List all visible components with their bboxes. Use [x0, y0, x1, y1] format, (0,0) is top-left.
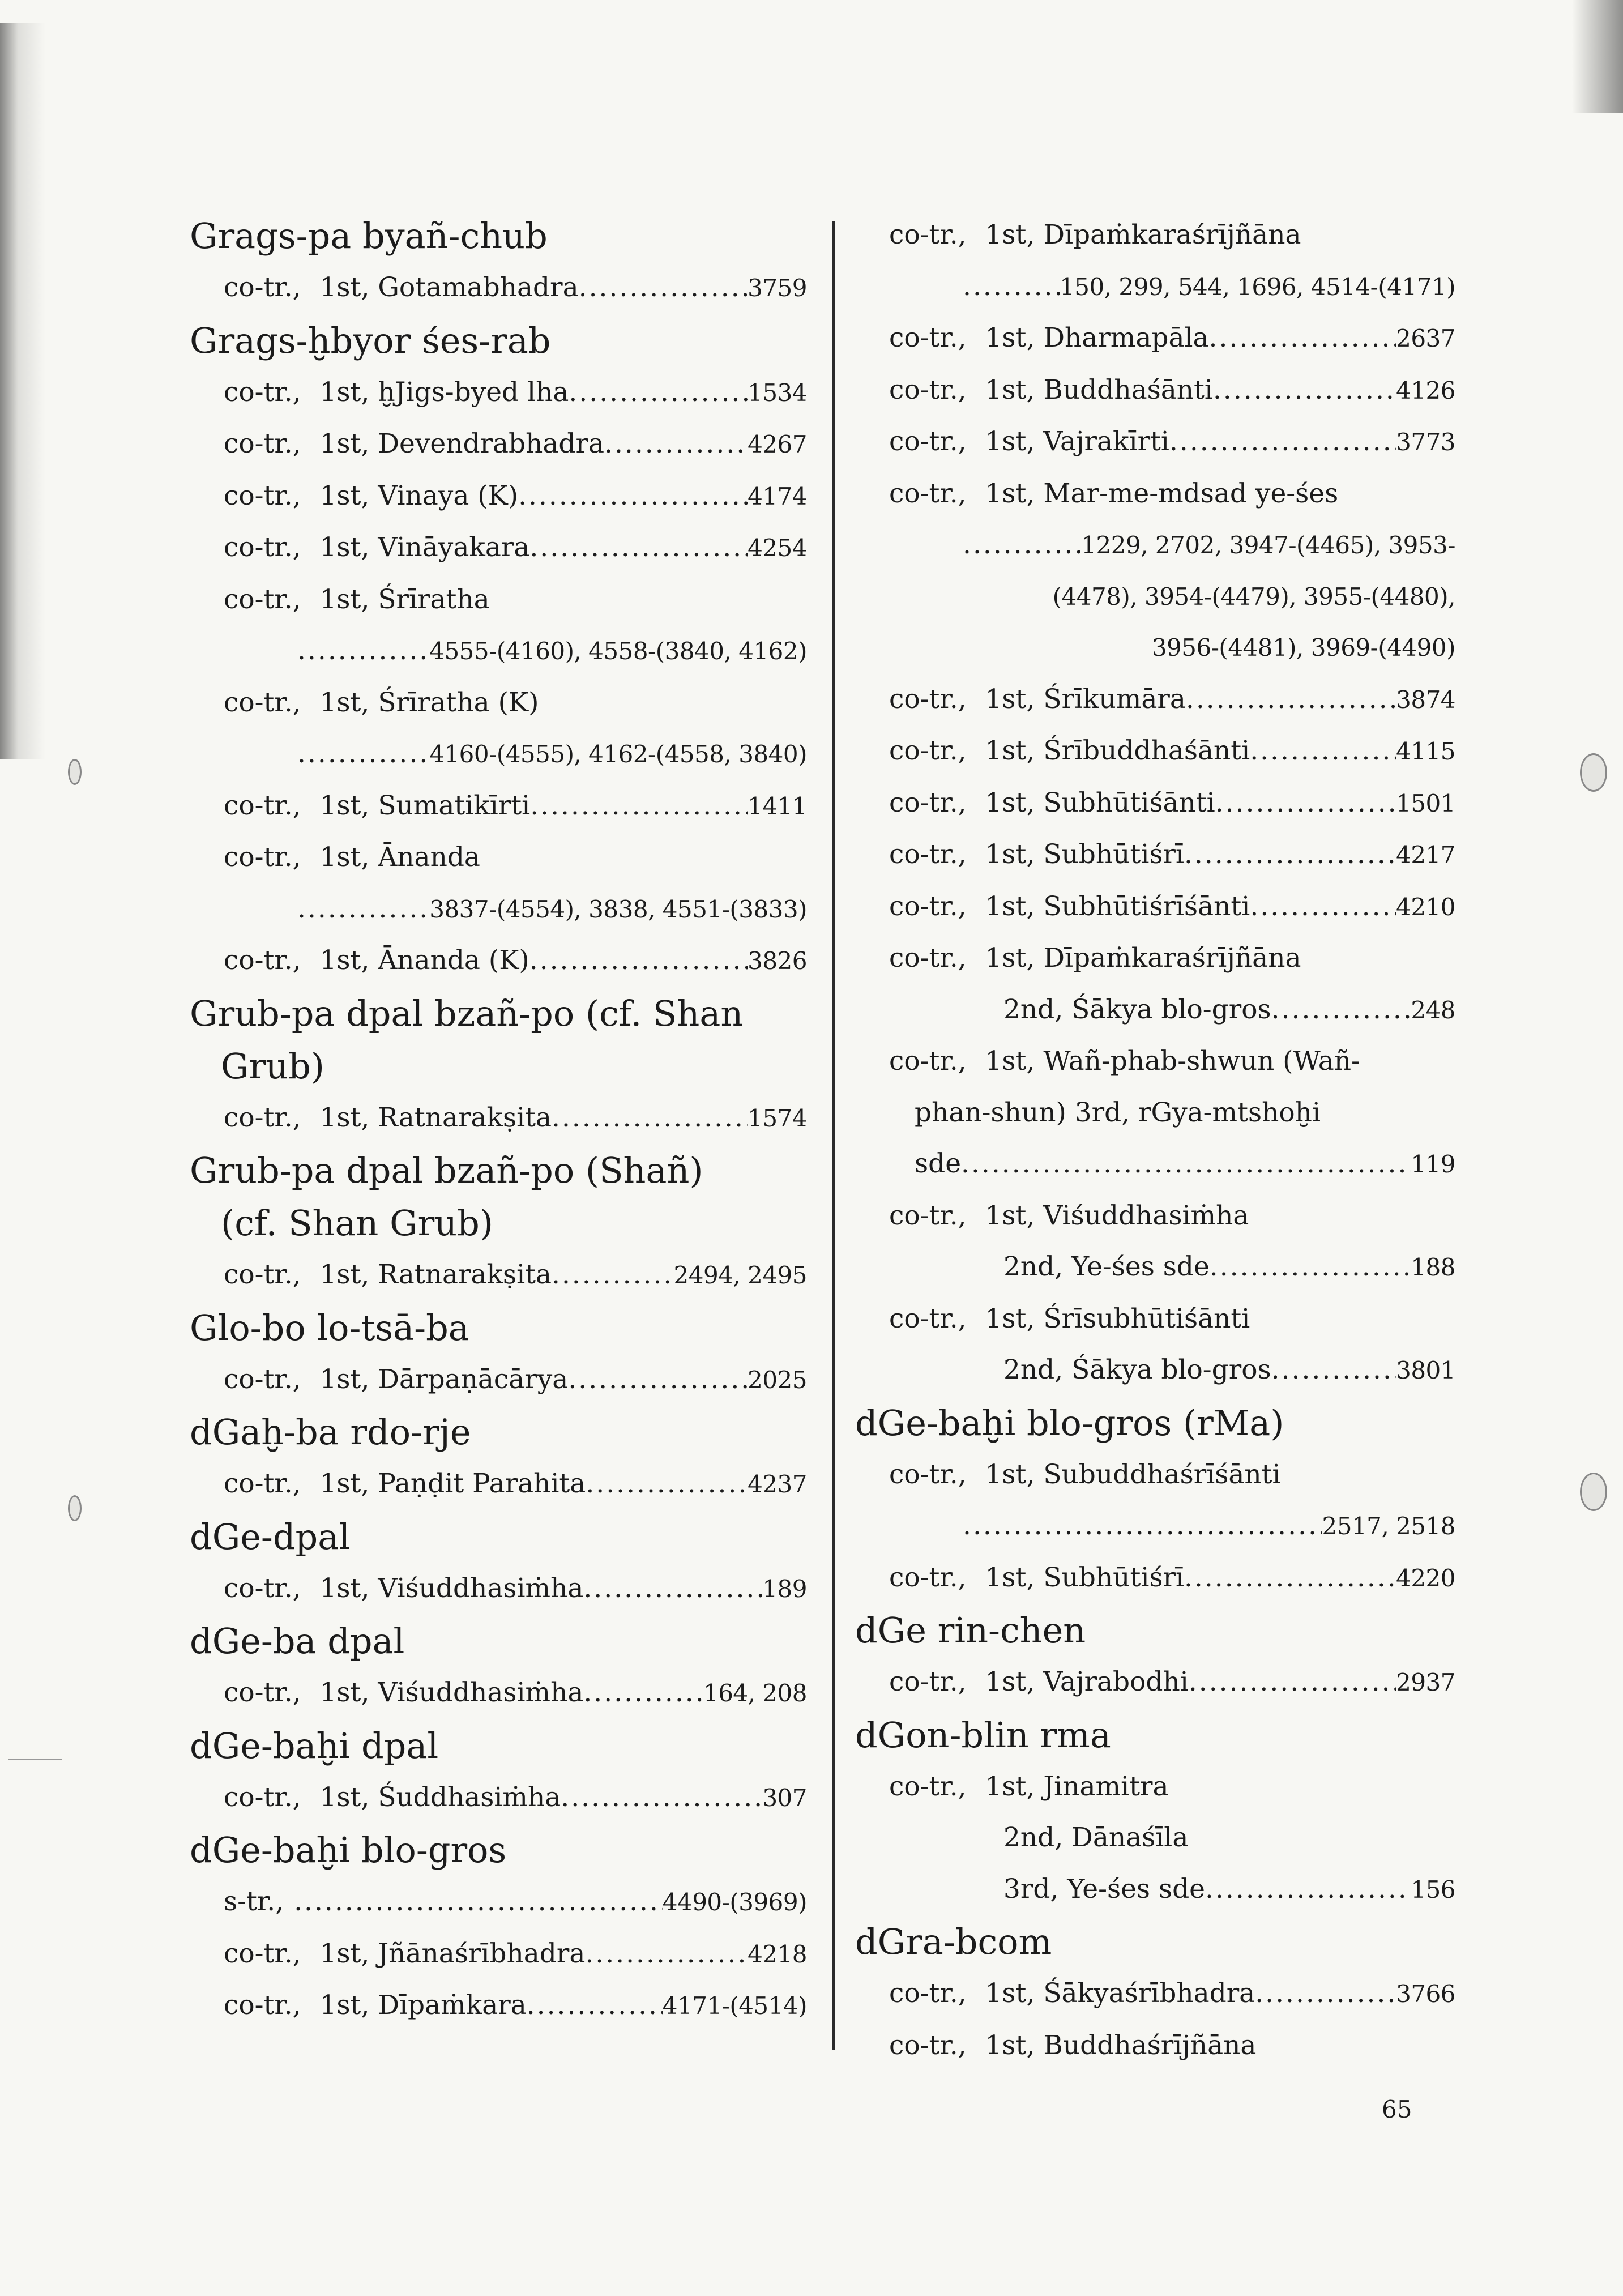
- sanskrit-name: Wañ-phab-shwun (Wañ-: [1043, 1045, 1360, 1077]
- role: co-tr.,: [224, 376, 301, 408]
- ordinal: 1st,: [319, 686, 370, 718]
- ordinal: 1st,: [319, 428, 370, 459]
- sanskrit-name: Dīpaṁkara: [378, 1990, 527, 2021]
- scan-edge-shadow-right: [1572, 0, 1623, 113]
- secondary-translator-row: [855, 1345, 1455, 1397]
- role: co-tr.,: [889, 735, 967, 766]
- index-row: [855, 416, 1455, 468]
- ordinal: 1st,: [319, 583, 370, 615]
- reference-numbers: 2637: [1396, 325, 1455, 352]
- sanskrit-name: Sumatikīrti: [378, 789, 531, 821]
- index-row: [190, 935, 807, 987]
- reference-continuation: [855, 1138, 1455, 1190]
- leader-dots: [1184, 829, 1396, 881]
- ordinal: 1st,: [985, 1303, 1035, 1334]
- role: co-tr.,: [889, 787, 967, 818]
- reference-numbers: 1229, 2702, 3947-(4465), 3953-: [1081, 531, 1455, 559]
- index-row: [855, 674, 1455, 726]
- leader-dots: [963, 261, 1060, 313]
- reference-numbers: 248: [1411, 996, 1455, 1024]
- sanskrit-name: Śrīkumāra: [1043, 683, 1186, 715]
- leader-dots: [297, 625, 429, 677]
- index-heading: dGon-blin rma: [855, 1714, 1111, 1756]
- sanskrit-name: Jñānaśrībhadra: [378, 1937, 586, 1969]
- leader-dots: [604, 419, 748, 470]
- index-heading: dGe-baḫi dpal: [190, 1725, 439, 1766]
- secondary-translator-row: [855, 984, 1455, 1036]
- reference-numbers: 4490-(3969): [662, 1888, 807, 1916]
- reference-numbers: 3759: [748, 274, 807, 302]
- reference-numbers: (4478), 3954-(4479), 3955-(4480),: [1052, 582, 1455, 611]
- sanskrit-name: Ratnarakṣita: [378, 1102, 552, 1133]
- reference-numbers: 307: [762, 1783, 807, 1812]
- ordinal: 1st,: [985, 322, 1035, 353]
- index-row: [855, 1761, 1455, 1813]
- index-row: [190, 419, 807, 471]
- leader-dots: [961, 1138, 1411, 1190]
- sanskrit-name: Śuddhasiṁha: [378, 1781, 561, 1813]
- sanskrit-name: Śrīratha (K): [378, 686, 539, 718]
- sanskrit-name: Vajrabodhi: [1043, 1666, 1189, 1697]
- role: co-tr.,: [889, 1303, 967, 1334]
- role: s-tr.,: [224, 1886, 284, 1917]
- leader-dots: [552, 1249, 673, 1301]
- index-row: [190, 832, 807, 884]
- reference-numbers: 1411: [748, 792, 807, 820]
- reference-numbers: 2494, 2495: [673, 1261, 807, 1289]
- leader-dots: [1255, 1968, 1396, 2020]
- ordinal: 1st,: [319, 842, 370, 873]
- index-row: [855, 1190, 1455, 1242]
- heading-line: Grub-pa dpal bzañ-po (Shañ): [190, 1150, 703, 1191]
- sanskrit-name: Śākyaśrībhadra: [1043, 1978, 1255, 2009]
- reference-numbers: 4171-(4514): [662, 1992, 807, 2020]
- sanskrit-name: Jinamitra: [1043, 1770, 1169, 1802]
- reference-numbers: 4267: [748, 430, 807, 458]
- sanskrit-name: Vināyakara: [378, 532, 530, 563]
- ordinal: 1st,: [319, 945, 370, 976]
- name-continuation: phan-shun) 3rd, rGya-mtshoḫi: [915, 1096, 1321, 1128]
- leader-dots: [963, 1500, 1322, 1552]
- binding-hole-left-lower: [68, 1495, 82, 1521]
- sanskrit-name: ḫJigs-byed lha: [378, 376, 569, 408]
- right-column: [855, 210, 1455, 2071]
- ordinal: 1st,: [319, 480, 370, 511]
- index-row: [855, 933, 1455, 984]
- reference-numbers: 3837-(4554), 3838, 4551-(3833): [429, 895, 807, 923]
- heading-line: Grub-pa dpal bzañ-po (cf. Shan: [190, 992, 744, 1034]
- reference-numbers: 3956-(4481), 3969-(4490): [1151, 634, 1455, 662]
- binding-hole-right-lower: [1580, 1473, 1607, 1511]
- secondary-translator-row: [855, 1241, 1455, 1294]
- leader-dots: [1215, 778, 1396, 829]
- index-row: [190, 1563, 807, 1615]
- leader-dots: [585, 1928, 748, 1980]
- sanskrit-name: Dharmapāla: [1043, 322, 1209, 353]
- ordinal: 1st,: [985, 683, 1035, 715]
- column-divider: [832, 221, 835, 2050]
- reference-numbers: 119: [1411, 1150, 1455, 1178]
- sanskrit-name: Ānanda (K): [378, 945, 529, 976]
- reference-numbers: 3766: [1396, 1980, 1455, 2008]
- role: co-tr.,: [889, 1770, 967, 1802]
- reference-numbers: 4160-(4555), 4162-(4558, 3840): [429, 740, 807, 768]
- reference-numbers: 2517, 2518: [1322, 1512, 1455, 1540]
- sanskrit-name: Dārpaṇācārya: [378, 1363, 569, 1395]
- binding-hole-right-upper: [1580, 753, 1607, 792]
- role: co-tr.,: [224, 789, 301, 821]
- leader-dots: [1184, 1552, 1396, 1604]
- reference-numbers: 4254: [748, 534, 807, 562]
- role: co-tr.,: [224, 272, 301, 303]
- reference-continuation: [855, 519, 1455, 571]
- leader-dots: [1210, 1241, 1411, 1293]
- ordinal: 1st,: [985, 1770, 1035, 1802]
- role: co-tr.,: [889, 683, 967, 715]
- sanskrit-name: Paṇḍit Parahita: [378, 1468, 586, 1499]
- reference-numbers: 4218: [748, 1940, 807, 1968]
- index-row: [190, 1980, 807, 2032]
- role: co-tr.,: [224, 1937, 301, 1969]
- leader-dots: [568, 1354, 748, 1406]
- sanskrit-name: Devendrabhadra: [378, 428, 605, 459]
- index-row: [855, 1552, 1455, 1604]
- binding-hole-left-upper: [68, 759, 82, 785]
- name-continuation: sde: [915, 1148, 962, 1179]
- index-row: [190, 780, 807, 833]
- leader-dots: [530, 780, 748, 832]
- reference-numbers: 4126: [1396, 376, 1455, 404]
- role: co-tr.,: [889, 2029, 967, 2061]
- reference-numbers: 1574: [748, 1104, 807, 1132]
- leader-dots: [297, 728, 429, 780]
- reference-numbers: 2937: [1396, 1668, 1455, 1696]
- role: co-tr.,: [224, 428, 301, 459]
- leader-dots: [294, 1876, 663, 1928]
- page-number: 65: [1382, 2096, 1412, 2123]
- reference-continuation: [855, 622, 1455, 674]
- index-row: [855, 313, 1455, 365]
- reference-numbers: 3826: [748, 947, 807, 975]
- index-row: [190, 1667, 807, 1719]
- role: co-tr.,: [224, 583, 301, 615]
- ordinal: 1st,: [985, 219, 1035, 250]
- reference-continuation: [855, 261, 1455, 313]
- heading-line-continuation: Grub): [221, 1045, 324, 1087]
- ordinal: 1st,: [985, 1200, 1035, 1231]
- ordinal: 1st,: [319, 376, 370, 408]
- leader-dots: [583, 1667, 703, 1719]
- role: co-tr.,: [224, 1363, 301, 1395]
- sanskrit-name: Subhūtiśānti: [1043, 787, 1215, 818]
- leader-dots: [1186, 674, 1396, 725]
- leader-dots: [1271, 1345, 1396, 1396]
- ordinal: 1st,: [985, 1045, 1035, 1077]
- sanskrit-name: Vajrakīrti: [1043, 426, 1169, 457]
- reference-numbers: 4220: [1396, 1564, 1455, 1592]
- role: co-tr.,: [224, 686, 301, 718]
- secondary-translator-row: [855, 1864, 1455, 1916]
- ordinal: 1st,: [319, 1937, 370, 1969]
- ordinal: 1st,: [985, 787, 1035, 818]
- index-row: [190, 1354, 807, 1406]
- ordinal: 1st,: [985, 890, 1035, 922]
- ordinal: 1st,: [319, 789, 370, 821]
- role: co-tr.,: [889, 1978, 967, 2009]
- reference-continuation: [855, 1500, 1455, 1552]
- secondary-translator: 2nd, Ye-śes sde: [1003, 1251, 1210, 1282]
- ordinal: 1st,: [985, 477, 1035, 509]
- leader-dots: [529, 522, 748, 574]
- index-heading: dGe-ba dpal: [190, 1620, 405, 1662]
- index-row: [855, 1657, 1455, 1709]
- leader-dots: [552, 1092, 748, 1144]
- ordinal: 1st,: [319, 1259, 370, 1290]
- leader-dots: [518, 471, 748, 522]
- index-row: [190, 1928, 807, 1981]
- index-row: [190, 1249, 807, 1301]
- role: co-tr.,: [224, 945, 301, 976]
- index-row: [855, 881, 1455, 933]
- index-row: [855, 468, 1455, 520]
- secondary-translator: 2nd, Śākya blo-gros: [1003, 993, 1271, 1025]
- sanskrit-name: Viśuddhasiṁha: [1043, 1200, 1249, 1231]
- reference-continuation: [190, 884, 807, 936]
- reference-numbers: 4217: [1396, 841, 1455, 869]
- ordinal: 1st,: [319, 1572, 370, 1604]
- index-row: [855, 1036, 1455, 1087]
- role: co-tr.,: [889, 890, 967, 922]
- leader-dots: [963, 519, 1081, 571]
- ordinal: 1st,: [985, 1561, 1035, 1593]
- reference-numbers: 3874: [1396, 685, 1455, 714]
- ordinal: 1st,: [985, 839, 1035, 870]
- index-heading: dGe rin-chen: [855, 1610, 1086, 1651]
- ordinal: 1st,: [985, 2029, 1035, 2061]
- ordinal: 1st,: [319, 1468, 370, 1499]
- role: co-tr.,: [889, 477, 967, 509]
- reference-numbers: 4210: [1396, 893, 1455, 921]
- ordinal: 1st,: [319, 1102, 370, 1133]
- leader-dots: [297, 884, 429, 935]
- heading-line-continuation: (cf. Shan Grub): [221, 1202, 494, 1244]
- sanskrit-name: Viśuddhasiṁha: [378, 1572, 584, 1604]
- ordinal: 1st,: [985, 374, 1035, 406]
- index-row: [190, 1092, 807, 1145]
- leader-dots: [1250, 725, 1396, 777]
- role: co-tr.,: [889, 839, 967, 870]
- reference-numbers: 3801: [1396, 1356, 1455, 1384]
- index-row: [190, 1772, 807, 1824]
- reference-numbers: 1501: [1396, 789, 1455, 817]
- reference-numbers: 4555-(4160), 4558-(3840, 4162): [429, 637, 807, 665]
- reference-numbers: 188: [1411, 1253, 1455, 1281]
- leader-dots: [561, 1772, 762, 1824]
- index-row: [190, 1876, 807, 1928]
- reference-numbers: 4115: [1396, 737, 1455, 765]
- ordinal: 1st,: [985, 942, 1035, 974]
- leader-dots: [1213, 365, 1396, 416]
- index-row: [190, 1458, 807, 1510]
- leader-dots: [579, 262, 748, 314]
- ordinal: 1st,: [985, 1666, 1035, 1697]
- leader-dots: [1189, 1657, 1396, 1708]
- index-row: [855, 210, 1455, 261]
- sanskrit-name: Viśuddhasiṁha: [378, 1677, 584, 1708]
- role: co-tr.,: [889, 219, 967, 250]
- role: co-tr.,: [889, 374, 967, 406]
- secondary-translator: 2nd, Śākya blo-gros: [1003, 1354, 1271, 1385]
- secondary-translator: 3rd, Ye-śes sde: [1003, 1873, 1205, 1905]
- sanskrit-name: Ratnarakṣita: [378, 1259, 552, 1290]
- index-heading: [190, 987, 807, 1092]
- index-row: [190, 677, 807, 729]
- reference-numbers: 4174: [748, 482, 807, 510]
- ordinal: 1st,: [985, 1978, 1035, 2009]
- index-heading: [190, 1144, 807, 1249]
- role: co-tr.,: [224, 532, 301, 563]
- reference-numbers: 1534: [748, 378, 807, 407]
- index-row: [190, 574, 807, 626]
- index-row: [190, 522, 807, 574]
- secondary-translator: 2nd, Dānaśīla: [1003, 1822, 1189, 1853]
- leader-dots: [586, 1458, 748, 1510]
- leader-dots: [1169, 416, 1396, 468]
- sanskrit-name: Subhūtiśrīśānti: [1043, 890, 1250, 922]
- sanskrit-name: Subuddhaśrīśānti: [1043, 1458, 1281, 1490]
- index-row: [855, 725, 1455, 778]
- ordinal: 1st,: [985, 735, 1035, 766]
- role: co-tr.,: [224, 842, 301, 873]
- index-heading: Grags-ḫbyor śes-rab: [190, 319, 551, 361]
- margin-dash: [8, 1759, 62, 1760]
- role: co-tr.,: [224, 1990, 301, 2021]
- left-column: [190, 210, 807, 2032]
- index-row: [855, 829, 1455, 881]
- sanskrit-name: Dīpaṁkaraśrījñāna: [1043, 942, 1301, 974]
- sanskrit-name: Buddhaśrījñāna: [1043, 2029, 1257, 2061]
- index-row: [855, 365, 1455, 417]
- role: co-tr.,: [889, 426, 967, 457]
- reference-numbers: 189: [762, 1574, 807, 1603]
- sanskrit-name: Vinaya (K): [378, 480, 519, 511]
- leader-dots: [529, 935, 748, 987]
- index-row: [190, 471, 807, 523]
- sanskrit-name: Buddhaśānti: [1043, 374, 1213, 406]
- reference-numbers: 4237: [748, 1470, 807, 1498]
- role: co-tr.,: [224, 480, 301, 511]
- leader-dots: [1250, 881, 1396, 933]
- role: co-tr.,: [889, 1561, 967, 1593]
- role: co-tr.,: [224, 1468, 301, 1499]
- sanskrit-name: Mar-me-mdsad ye-śes: [1043, 477, 1339, 509]
- role: co-tr.,: [224, 1259, 301, 1290]
- index-heading: Grags-pa byañ-chub: [190, 215, 548, 257]
- index-row: [855, 1294, 1455, 1345]
- index-row: [855, 1968, 1455, 2020]
- reference-numbers: 3773: [1396, 428, 1455, 456]
- reference-continuation: [190, 625, 807, 677]
- reference-continuation: [190, 728, 807, 780]
- index-heading: dGe-dpal: [190, 1516, 351, 1557]
- index-heading: dGe-baḫi blo-gros: [190, 1829, 507, 1871]
- index-row: [855, 2020, 1455, 2072]
- ordinal: 1st,: [319, 532, 370, 563]
- index-row: [855, 1449, 1455, 1501]
- role: co-tr.,: [889, 1045, 967, 1077]
- sanskrit-name: Śrībuddhaśānti: [1043, 735, 1250, 766]
- index-row: [190, 262, 807, 314]
- reference-numbers: 2025: [748, 1365, 807, 1394]
- role: co-tr.,: [889, 942, 967, 974]
- sanskrit-name: Subhūtiśrī: [1043, 839, 1184, 870]
- scan-edge-shadow-left: [0, 23, 45, 759]
- reference-numbers: 156: [1411, 1875, 1455, 1904]
- sanskrit-name: Dīpaṁkaraśrījñāna: [1043, 219, 1301, 250]
- ordinal: 1st,: [319, 1990, 370, 2021]
- role: co-tr.,: [224, 1781, 301, 1813]
- ordinal: 1st,: [985, 1458, 1035, 1490]
- role: co-tr.,: [889, 1458, 967, 1490]
- leader-dots: [1271, 984, 1411, 1036]
- ordinal: 1st,: [319, 272, 370, 303]
- role: co-tr.,: [224, 1102, 301, 1133]
- sanskrit-name: Śrīsubhūtiśānti: [1043, 1303, 1250, 1334]
- role: co-tr.,: [889, 1666, 967, 1697]
- index-heading: dGaḫ-ba rdo-rje: [190, 1411, 471, 1453]
- index-heading: dGra-bcom: [855, 1921, 1052, 1962]
- role: co-tr.,: [224, 1677, 301, 1708]
- leader-dots: [527, 1980, 663, 2032]
- sanskrit-name: Śrīratha: [378, 583, 490, 615]
- leader-dots: [1205, 1864, 1411, 1915]
- sanskrit-name: Gotamabhadra: [378, 272, 579, 303]
- ordinal: 1st,: [985, 426, 1035, 457]
- reference-numbers: 150, 299, 544, 1696, 4514-(4171): [1060, 272, 1455, 301]
- reference-numbers: 164, 208: [703, 1679, 807, 1707]
- sanskrit-name: Subhūtiśrī: [1043, 1561, 1184, 1593]
- index-heading: Glo-bo lo-tsā-ba: [190, 1307, 469, 1348]
- ordinal: 1st,: [319, 1363, 370, 1395]
- leader-dots: [1209, 313, 1396, 364]
- sanskrit-name: Ānanda: [378, 842, 480, 873]
- role: co-tr.,: [889, 322, 967, 353]
- index-row: [190, 367, 807, 419]
- ordinal: 1st,: [319, 1677, 370, 1708]
- role: co-tr.,: [224, 1572, 301, 1604]
- index-heading: dGe-baḫi blo-gros (rMa): [855, 1402, 1284, 1444]
- ordinal: 1st,: [319, 1781, 370, 1813]
- role: co-tr.,: [889, 1200, 967, 1231]
- reference-continuation: [855, 571, 1455, 623]
- secondary-translator-row: [855, 1812, 1455, 1864]
- leader-dots: [569, 367, 748, 419]
- index-row: [855, 778, 1455, 830]
- leader-dots: [583, 1563, 762, 1615]
